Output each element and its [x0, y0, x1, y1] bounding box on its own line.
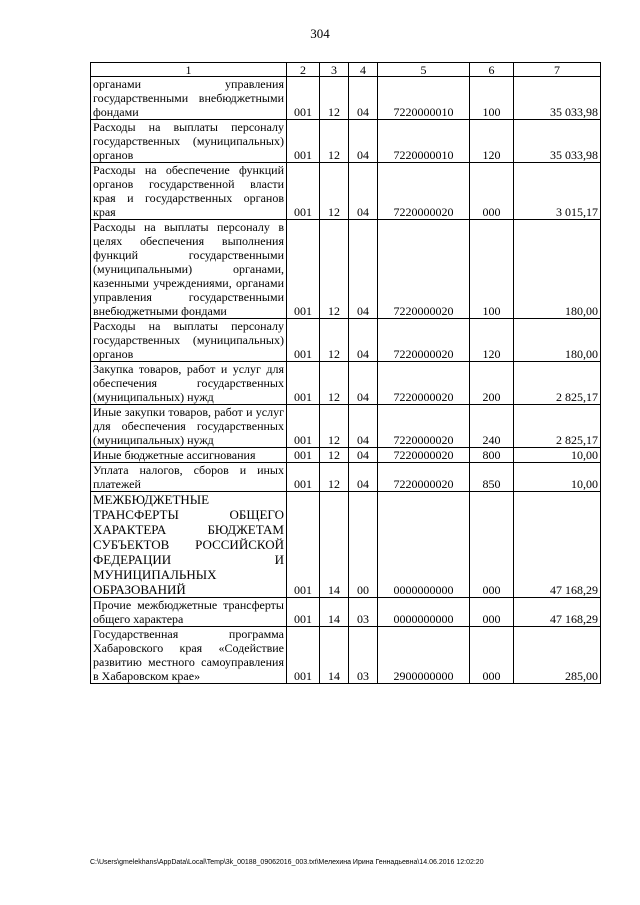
table-row — [91, 362, 601, 405]
row-subsection: 04 — [349, 220, 378, 319]
row-ministry-code: 001 — [287, 220, 320, 319]
row-amount: 180,00 — [514, 319, 601, 362]
row-ministry-code: 001 — [287, 463, 320, 492]
file-path-footer: C:\Users\gmelekhans\AppData\Local\Temp\3k_00188_09062016_003.txt\Мелехина Ирина Геннадьевна\14.06.2016 12:02:20 — [90, 859, 484, 866]
row-subsection: 04 — [349, 362, 378, 405]
row-amount: 2 825,17 — [514, 362, 601, 405]
row-ministry-code: 001 — [287, 120, 320, 163]
table-row — [91, 163, 601, 220]
row-name: Расходы на выплаты персоналу государственных (муниципальных) органов — [91, 120, 287, 163]
table-row — [91, 120, 601, 163]
table-row — [91, 220, 601, 319]
row-subsection: 04 — [349, 163, 378, 220]
row-subsection: 04 — [349, 405, 378, 448]
row-section: 12 — [320, 463, 349, 492]
row-name: Государственная программа Хабаровского края «Содействие развитию местного самоуправления в Хабаровском крае» — [91, 627, 287, 684]
column-header: 7 — [514, 63, 601, 77]
row-target-article: 7220000020 — [378, 220, 470, 319]
table-row — [91, 77, 601, 120]
row-ministry-code: 001 — [287, 627, 320, 684]
row-section: 12 — [320, 120, 349, 163]
row-expense-type: 850 — [470, 463, 514, 492]
row-name: Расходы на выплаты персоналу государственных (муниципальных) органов — [91, 319, 287, 362]
row-target-article: 7220000020 — [378, 405, 470, 448]
row-amount: 35 033,98 — [514, 120, 601, 163]
row-amount: 285,00 — [514, 627, 601, 684]
row-amount: 3 015,17 — [514, 163, 601, 220]
row-expense-type: 000 — [470, 627, 514, 684]
row-section: 14 — [320, 598, 349, 627]
row-section: 14 — [320, 492, 349, 598]
row-ministry-code: 001 — [287, 405, 320, 448]
row-expense-type: 800 — [470, 448, 514, 463]
row-amount: 47 168,29 — [514, 598, 601, 627]
row-ministry-code: 001 — [287, 598, 320, 627]
budget-table — [90, 62, 601, 684]
row-amount: 180,00 — [514, 220, 601, 319]
row-name: Расходы на обеспечение функций органов государственной власти края и государственных органов края — [91, 163, 287, 220]
row-expense-type: 000 — [470, 163, 514, 220]
column-header: 1 — [91, 63, 287, 77]
table-row — [91, 492, 601, 598]
row-expense-type: 000 — [470, 598, 514, 627]
row-subsection: 04 — [349, 77, 378, 120]
table-row — [91, 463, 601, 492]
row-section: 12 — [320, 163, 349, 220]
row-name: Уплата налогов, сборов и иных платежей — [91, 463, 287, 492]
row-amount: 47 168,29 — [514, 492, 601, 598]
row-expense-type: 120 — [470, 319, 514, 362]
table-row — [91, 319, 601, 362]
row-target-article: 7220000020 — [378, 163, 470, 220]
table-row — [91, 598, 601, 627]
column-header: 6 — [470, 63, 514, 77]
row-name: Прочие межбюджетные трансферты общего характера — [91, 598, 287, 627]
row-target-article: 7220000020 — [378, 448, 470, 463]
row-amount: 10,00 — [514, 448, 601, 463]
row-expense-type: 240 — [470, 405, 514, 448]
table-row — [91, 627, 601, 684]
row-target-article: 0000000000 — [378, 492, 470, 598]
row-subsection: 04 — [349, 120, 378, 163]
row-name: Иные бюджетные ассигнования — [91, 448, 287, 463]
row-section: 12 — [320, 362, 349, 405]
row-subsection: 00 — [349, 492, 378, 598]
row-amount: 2 825,17 — [514, 405, 601, 448]
table-header-row — [91, 63, 601, 77]
row-section: 12 — [320, 220, 349, 319]
row-subsection: 04 — [349, 448, 378, 463]
row-target-article: 2900000000 — [378, 627, 470, 684]
row-section: 12 — [320, 77, 349, 120]
row-expense-type: 200 — [470, 362, 514, 405]
row-expense-type: 100 — [470, 77, 514, 120]
column-header: 5 — [378, 63, 470, 77]
row-expense-type: 120 — [470, 120, 514, 163]
row-target-article: 7220000020 — [378, 362, 470, 405]
row-target-article: 7220000010 — [378, 120, 470, 163]
row-subsection: 03 — [349, 598, 378, 627]
row-expense-type: 100 — [470, 220, 514, 319]
row-section: 12 — [320, 405, 349, 448]
column-header: 3 — [320, 63, 349, 77]
row-name: Закупка товаров, работ и услуг для обеспечения государственных (муниципальных) нужд — [91, 362, 287, 405]
row-ministry-code: 001 — [287, 77, 320, 120]
table-row — [91, 405, 601, 448]
row-name: Иные закупки товаров, работ и услуг для обеспечения государственных (муниципальных) нужд — [91, 405, 287, 448]
row-target-article: 0000000000 — [378, 598, 470, 627]
row-ministry-code: 001 — [287, 448, 320, 463]
row-amount: 10,00 — [514, 463, 601, 492]
page-number: 304 — [310, 26, 330, 41]
row-ministry-code: 001 — [287, 319, 320, 362]
row-ministry-code: 001 — [287, 492, 320, 598]
table-row — [91, 448, 601, 463]
row-section: 12 — [320, 448, 349, 463]
row-target-article: 7220000020 — [378, 463, 470, 492]
row-name: Расходы на выплаты персоналу в целях обеспечения выполнения функций государственными (муниципальными) органами, казенными учреждениями, органами управления государственными внебюджетными фондами — [91, 220, 287, 319]
row-target-article: 7220000020 — [378, 319, 470, 362]
row-section: 14 — [320, 627, 349, 684]
row-amount: 35 033,98 — [514, 77, 601, 120]
row-section: 12 — [320, 319, 349, 362]
row-expense-type: 000 — [470, 492, 514, 598]
row-subsection: 04 — [349, 319, 378, 362]
row-name: органами управления государственными внебюджетными фондами — [91, 77, 287, 120]
row-ministry-code: 001 — [287, 163, 320, 220]
row-name: МЕЖБЮДЖЕТНЫЕ ТРАНСФЕРТЫ ОБЩЕГО ХАРАКТЕРА БЮДЖЕТАМ СУБЪЕКТОВ РОССИЙСКОЙ ФЕДЕРАЦИИ И МУНИЦИПАЛЬНЫХ ОБРАЗОВАНИЙ — [91, 492, 287, 598]
row-subsection: 04 — [349, 463, 378, 492]
row-ministry-code: 001 — [287, 362, 320, 405]
row-target-article: 7220000010 — [378, 77, 470, 120]
row-subsection: 03 — [349, 627, 378, 684]
column-header: 4 — [349, 63, 378, 77]
column-header: 2 — [287, 63, 320, 77]
